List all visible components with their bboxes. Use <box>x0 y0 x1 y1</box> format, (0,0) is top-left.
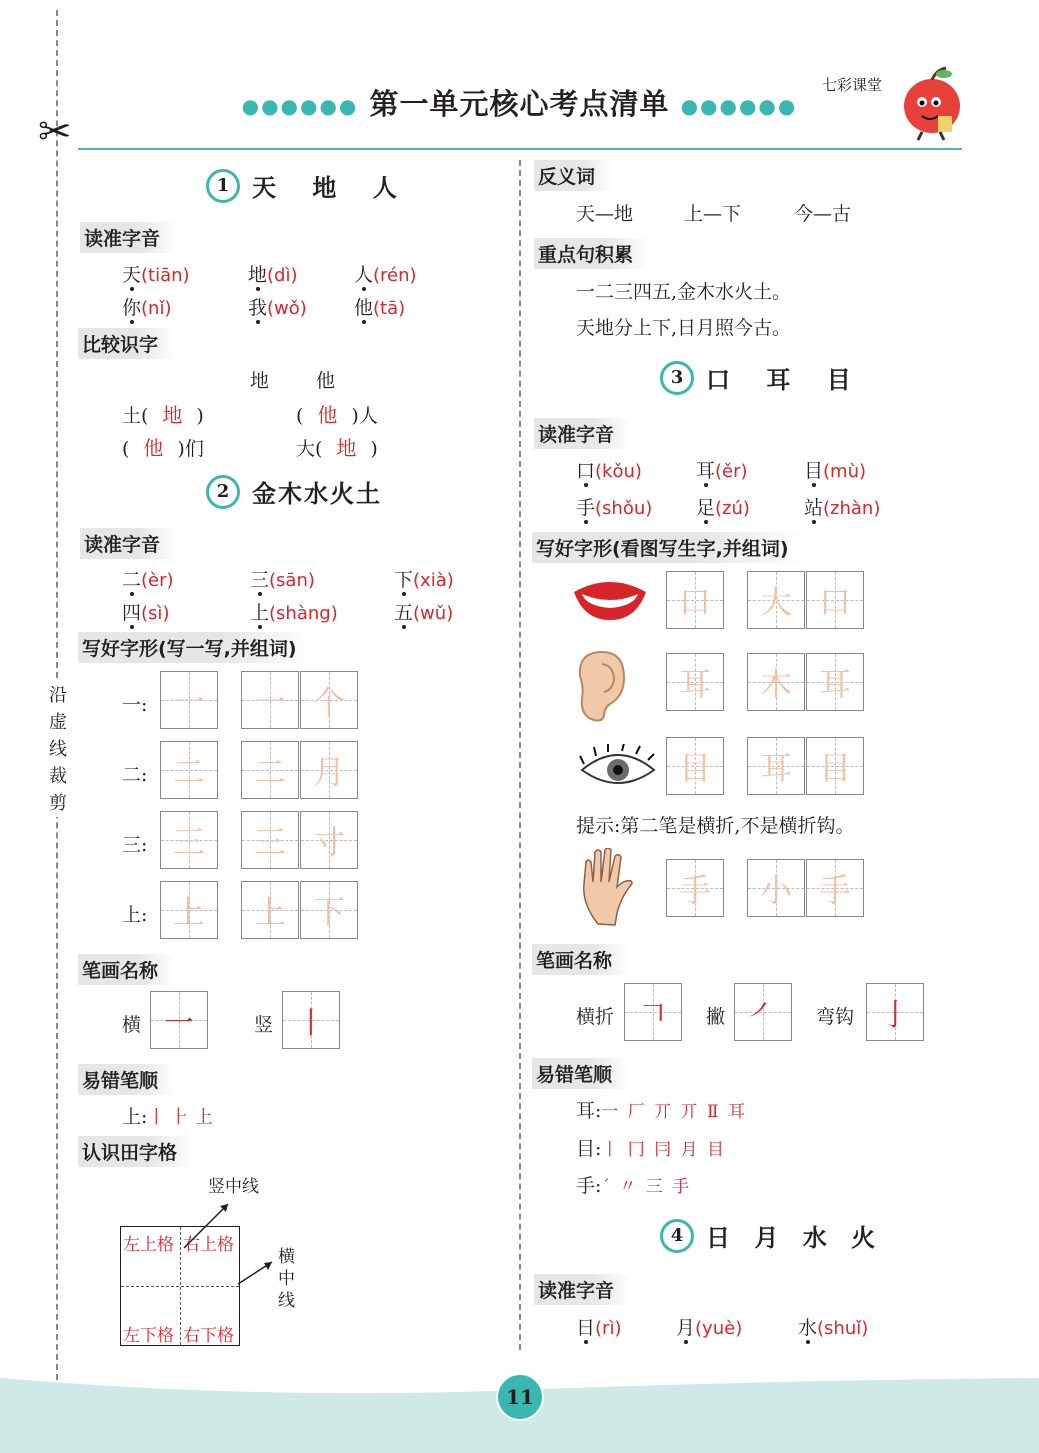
section-stroke-2: 笔画名称 <box>78 954 176 985</box>
tian-cell: 目 <box>806 737 864 795</box>
sentence: 一二三四五,金木水火土。 <box>576 281 792 303</box>
read-item: 口(kǒu) <box>576 456 642 483</box>
tian-cell: 二 <box>241 741 299 799</box>
read-item: 月(yuè) <box>676 1313 742 1340</box>
tian-cell: 耳 <box>666 653 724 711</box>
antonym: 今—古 <box>794 203 852 225</box>
write-label: 一: <box>122 694 148 716</box>
read-item: 目(mù) <box>804 456 866 483</box>
lesson-2-heading <box>206 474 382 509</box>
tian-cell: 下 <box>300 881 358 939</box>
stroke-cell: 亅 <box>866 983 924 1041</box>
read-item: 三(sān) <box>250 565 315 592</box>
grid-top-left: 左上格 <box>123 1235 174 1255</box>
lesson-number: 2 <box>206 475 240 509</box>
write-label: 二: <box>122 764 148 786</box>
section-read-2: 读准字音 <box>80 528 178 559</box>
lesson-3-heading <box>660 360 865 395</box>
page-title <box>0 82 1039 123</box>
page-number: 11 <box>496 1373 544 1421</box>
stroke-name: 横折 <box>576 1006 615 1028</box>
write-label: 上: <box>122 904 148 926</box>
tian-cell: 目 <box>666 737 724 795</box>
ear-image <box>576 648 626 722</box>
order-row: 手:ˊ 〃 三 手 <box>576 1175 692 1197</box>
antonym: 天—地 <box>576 203 634 225</box>
read-item: 足(zú) <box>696 493 750 520</box>
brand-label: 七彩课堂 <box>822 76 883 94</box>
write-label: 三: <box>122 834 148 856</box>
read-item: 人(rén) <box>354 260 417 287</box>
tian-cell: 口 <box>806 571 864 629</box>
v-mid-label: 竖中线 <box>208 1177 259 1197</box>
order-row: 耳:一 厂 丌 丌 Ⅱ 耳 <box>576 1100 747 1122</box>
stroke-name: 弯钩 <box>816 1006 855 1028</box>
tian-cell: 耳 <box>747 737 805 795</box>
mouth-image <box>572 578 648 622</box>
order-row: 目:丨 冂 冃 月 目 <box>576 1138 727 1160</box>
tian-cell: 月 <box>300 741 358 799</box>
read-item: 耳(ěr) <box>696 456 748 483</box>
stroke-name: 横 <box>122 1014 142 1036</box>
tian-cell: 小 <box>747 859 805 917</box>
read-item: 下(xià) <box>394 565 454 592</box>
compare-item: ( 他 )们 <box>122 436 204 460</box>
tian-cell: 耳 <box>806 653 864 711</box>
read-item: 五(wǔ) <box>394 598 453 625</box>
read-item: 手(shǒu) <box>576 493 652 520</box>
stroke-name: 竖 <box>254 1014 274 1036</box>
tian-cell: 三 <box>241 811 299 869</box>
h-mid-label: 横中线 <box>278 1247 295 1311</box>
section-compare: 比较识字 <box>78 328 176 359</box>
read-item: 上(shàng) <box>250 598 338 625</box>
section-write-3: 写好字形(看图写生字,并组词) <box>532 532 807 563</box>
tian-cell: 二 <box>160 741 218 799</box>
lesson-number: 1 <box>206 169 240 203</box>
lesson-1-heading <box>206 168 411 203</box>
tian-cell: 木 <box>747 653 805 711</box>
section-read-1: 读准字音 <box>80 222 178 253</box>
compare-item: ( 他 )人 <box>296 403 378 427</box>
grid-bottom-right: 右下格 <box>183 1326 234 1346</box>
tian-cell: 手 <box>666 859 724 917</box>
title-dots-left: ●●●●●● <box>241 94 359 118</box>
compare-head: 他 <box>316 370 336 392</box>
lesson-title: 口 耳 目 <box>706 365 865 394</box>
cut-instruction: 沿虚线裁剪 <box>44 682 72 817</box>
lesson-title: 日 月 水 火 <box>706 1223 884 1252</box>
compare-item: 土( 地 ) <box>122 403 204 427</box>
stroke-cell: 丨 <box>282 991 340 1049</box>
tian-cell: 上 <box>241 881 299 939</box>
section-read-4: 读准字音 <box>534 1274 632 1305</box>
read-item: 四(sì) <box>122 598 169 625</box>
read-item: 二(èr) <box>122 565 174 592</box>
scissors-icon: ✂ <box>38 109 72 155</box>
read-item: 地(dì) <box>248 260 298 287</box>
title-dots-right: ●●●●●● <box>680 94 798 118</box>
tian-cell: 手 <box>806 859 864 917</box>
section-antonym: 反义词 <box>534 160 613 191</box>
section-write-2: 写好字形(写一写,并组词) <box>78 632 315 663</box>
stroke-cell: 一 <box>150 991 208 1049</box>
read-item: 他(tā) <box>354 293 405 320</box>
grid-arrows <box>176 1196 276 1296</box>
grid-bottom-left: 左下格 <box>123 1326 174 1346</box>
hint-text: 提示:第二笔是横折,不是横折钩。 <box>576 815 855 837</box>
hand-image <box>578 848 642 926</box>
compare-item: 大( 地 ) <box>296 436 378 460</box>
eye-image <box>578 744 658 792</box>
grid-top-right: 右上格 <box>183 1235 234 1255</box>
lesson-title: 金木水火土 <box>252 479 382 508</box>
read-item: 日(rì) <box>576 1313 621 1340</box>
read-item: 你(nǐ) <box>122 293 172 320</box>
tian-cell: 个 <box>300 671 358 729</box>
section-read-3: 读准字音 <box>534 418 632 449</box>
lesson-number: 3 <box>660 361 694 395</box>
title-text: 第一单元核心考点清单 <box>369 87 670 121</box>
stroke-cell: ㇒ <box>734 983 792 1041</box>
read-item: 天(tiān) <box>122 260 190 287</box>
read-item: 站(zhàn) <box>804 493 880 520</box>
tian-cell: 寸 <box>300 811 358 869</box>
apple-mascot-icon <box>898 66 964 142</box>
section-order-3: 易错笔顺 <box>532 1058 630 1089</box>
lesson-title: 天 地 人 <box>252 173 411 202</box>
section-sentence: 重点句积累 <box>534 238 651 269</box>
tian-cell: 三 <box>160 811 218 869</box>
read-item: 水(shuǐ) <box>798 1313 868 1340</box>
order-row: 上:丨 ⺊ 上 <box>122 1106 213 1128</box>
tian-cell: 一 <box>241 671 299 729</box>
tian-cell: 上 <box>160 881 218 939</box>
antonym: 上—下 <box>684 203 742 225</box>
tian-cell: 大 <box>747 571 805 629</box>
stroke-cell: 𠃍 <box>624 983 682 1041</box>
column-divider <box>519 160 521 1350</box>
header-rule <box>78 148 962 150</box>
compare-head: 地 <box>250 370 270 392</box>
tian-cell: 一 <box>160 671 218 729</box>
stroke-name: 撇 <box>706 1006 726 1028</box>
section-grid: 认识田字格 <box>78 1136 195 1167</box>
section-order-2: 易错笔顺 <box>78 1064 176 1095</box>
read-item: 我(wǒ) <box>248 293 307 320</box>
lesson-number: 4 <box>660 1219 694 1253</box>
section-stroke-3: 笔画名称 <box>532 944 630 975</box>
tian-cell: 口 <box>666 571 724 629</box>
lesson-4-heading <box>660 1218 883 1253</box>
sentence: 天地分上下,日月照今古。 <box>576 317 792 339</box>
